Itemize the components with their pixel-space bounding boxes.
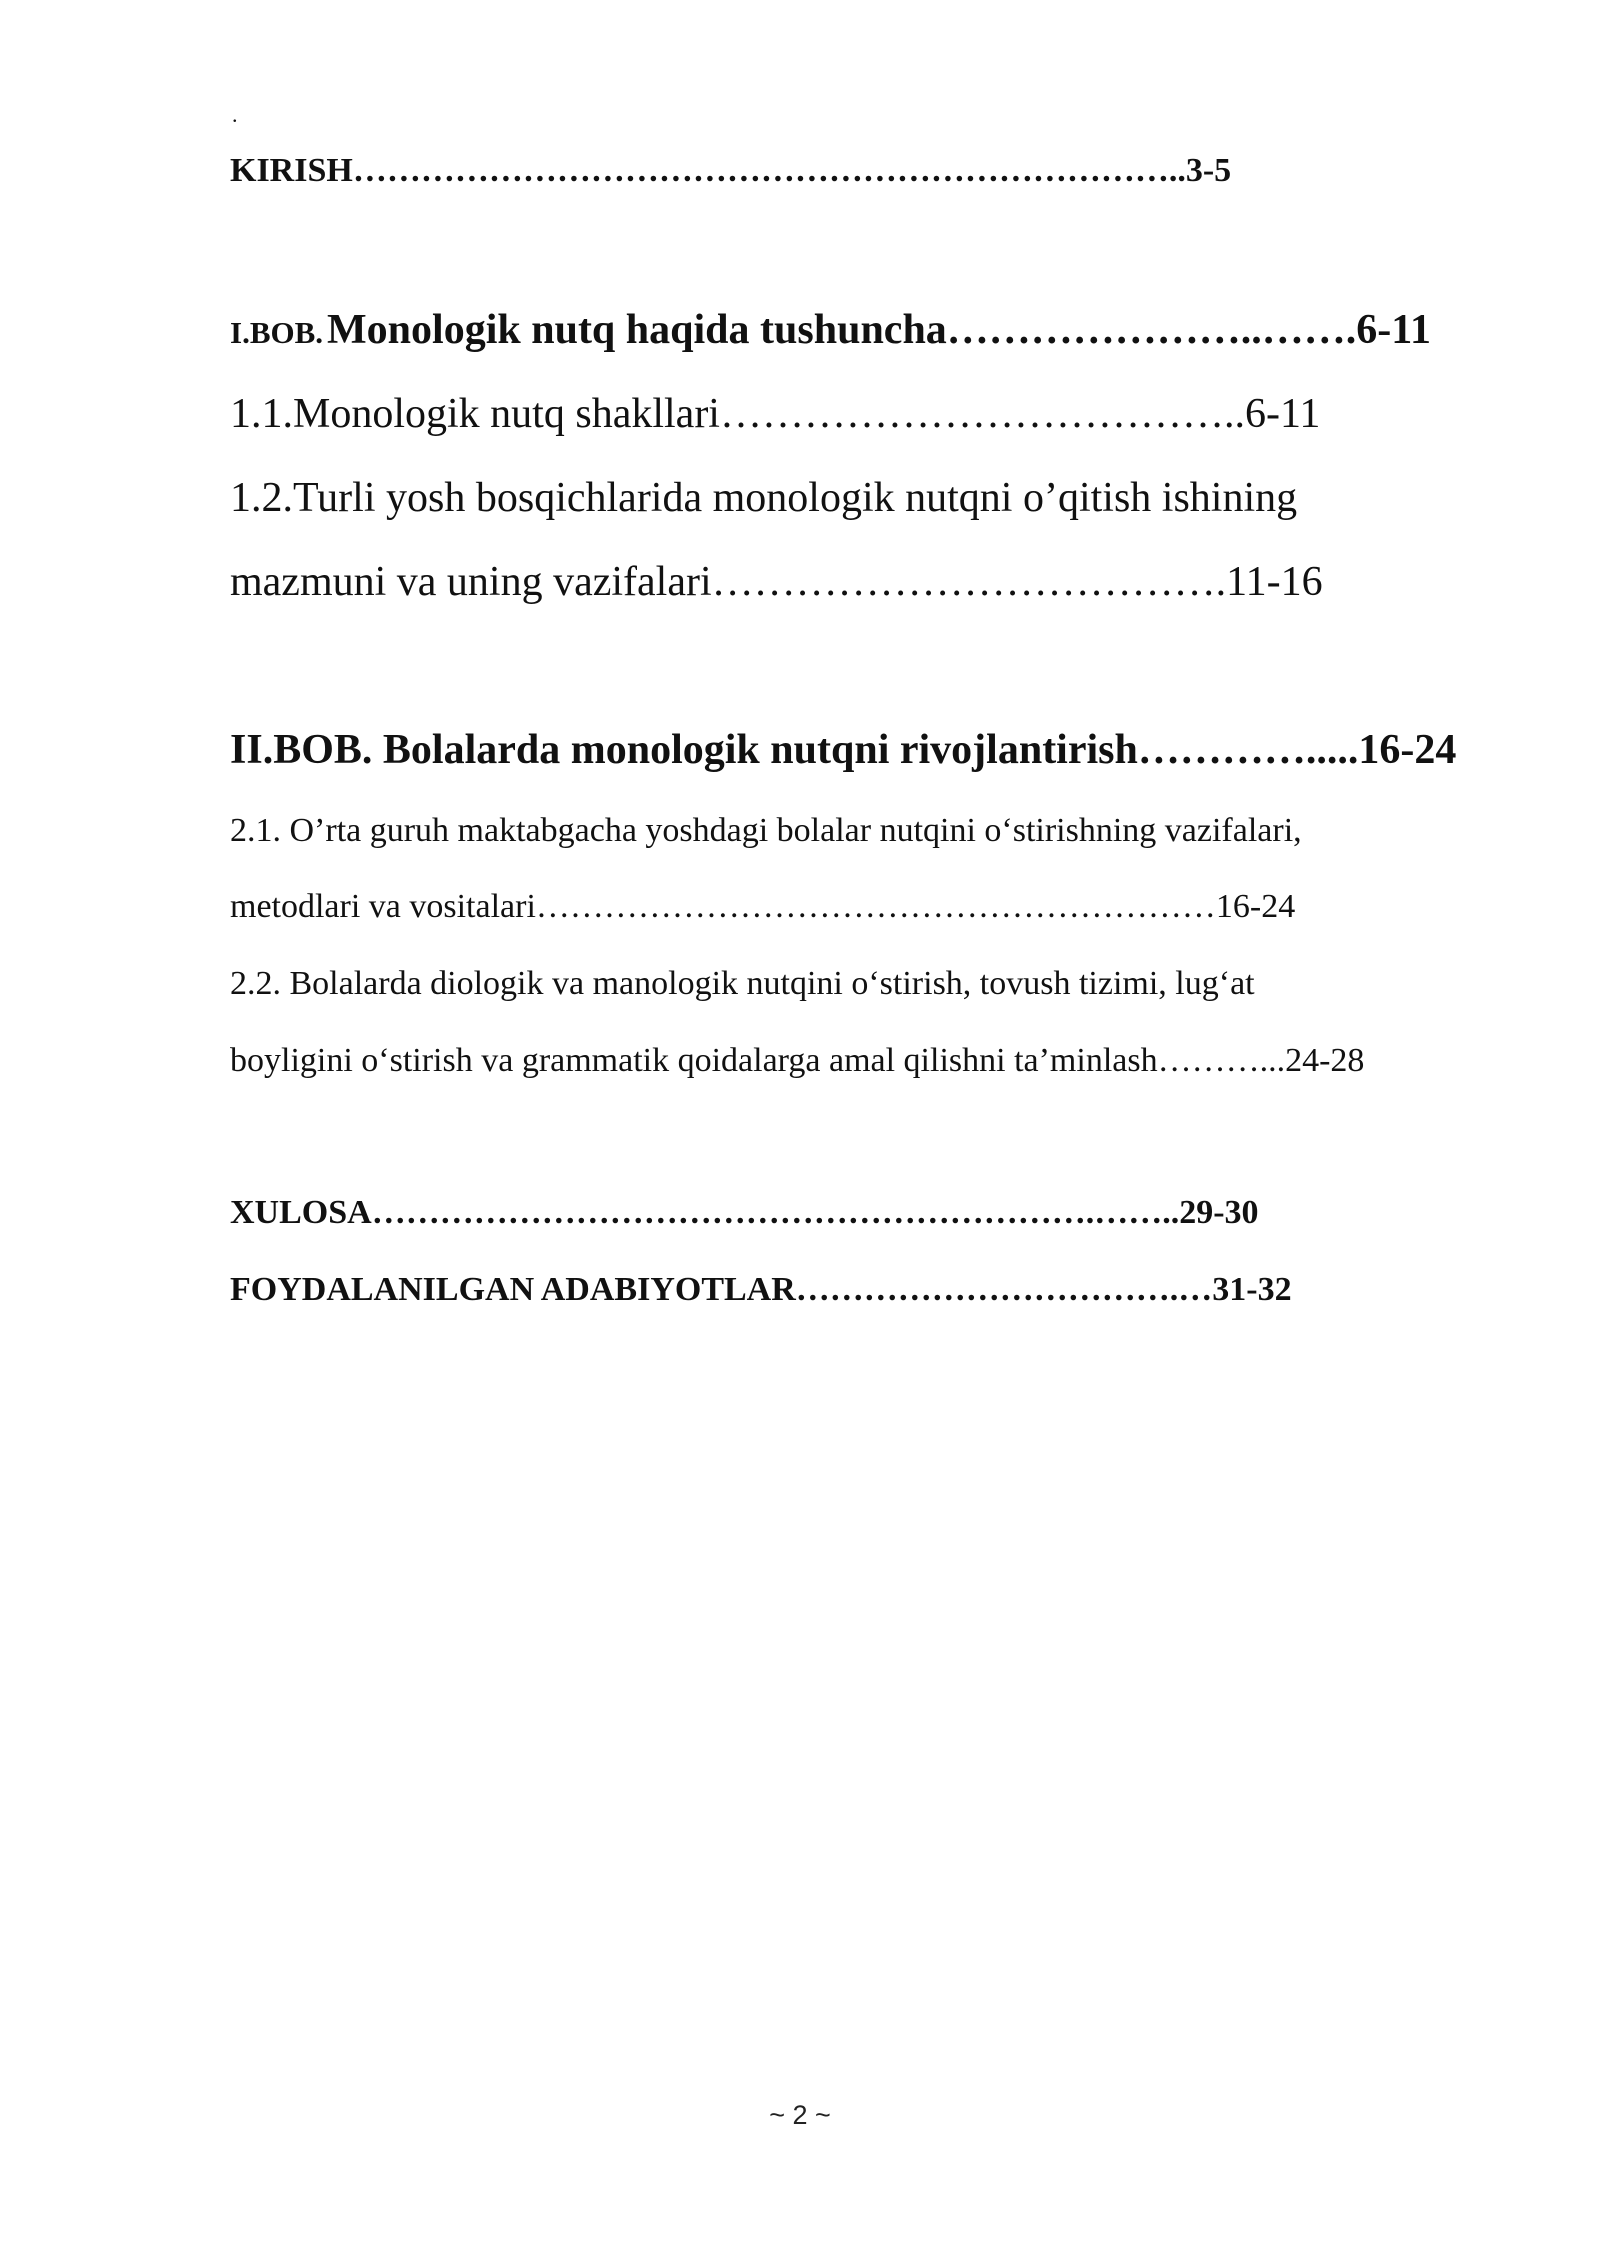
toc-entry-xulosa: XULOSA……………………………………………………….……..29-30 [230, 1194, 1259, 1231]
page-number: ~ 2 ~ [769, 2100, 831, 2130]
top-dot-mark: . [232, 102, 238, 127]
toc-entry-1-2-line-2: mazmuni va uning vazifalari……………………………….11-16 [230, 559, 1323, 605]
toc-entry-2-1-line-1: 2.1. O’rta guruh maktabgacha yoshdagi bolalar nutqini o‘stirishning vazifalari, [230, 812, 1302, 849]
toc-bob-1-prefix: I.BOB. [230, 315, 324, 350]
toc-entry-foydalanilgan-adabiyotlar: FOYDALANILGAN ADABIYOTLAR…………………………….…31-32 [230, 1271, 1292, 1308]
toc-entry-bob-2: II.BOB. Bolalarda monologik nutqni rivojlantirish………….....16-24 [230, 727, 1457, 773]
toc-entry-1-1: 1.1.Monologik nutq shakllari………………………………..6-11 [230, 391, 1321, 437]
toc-entry-2-2-line-1: 2.2. Bolalarda diologik va manologik nutqini o‘stirish, tovush tizimi, lug‘at [230, 965, 1255, 1002]
toc-entry-1-2-line-1: 1.2.Turli yosh bosqichlarida monologik nutqni o’qitish ishining [230, 475, 1298, 521]
toc-entry-2-2-line-2: boyligini o‘stirish va grammatik qoidalarga amal qilishni ta’minlash………...24-28 [230, 1042, 1365, 1079]
toc-entry-bob-1 [230, 306, 1431, 354]
toc-entry-kirish: KIRISH………………………………………………………………..3-5 [230, 152, 1232, 189]
toc-bob-1-title: Monologik nutq haqida tushuncha…………………..…….6-11 [327, 307, 1431, 353]
toc-entry-2-1-line-2: metodlari va vositalari……………………………………………………16-24 [230, 888, 1296, 925]
